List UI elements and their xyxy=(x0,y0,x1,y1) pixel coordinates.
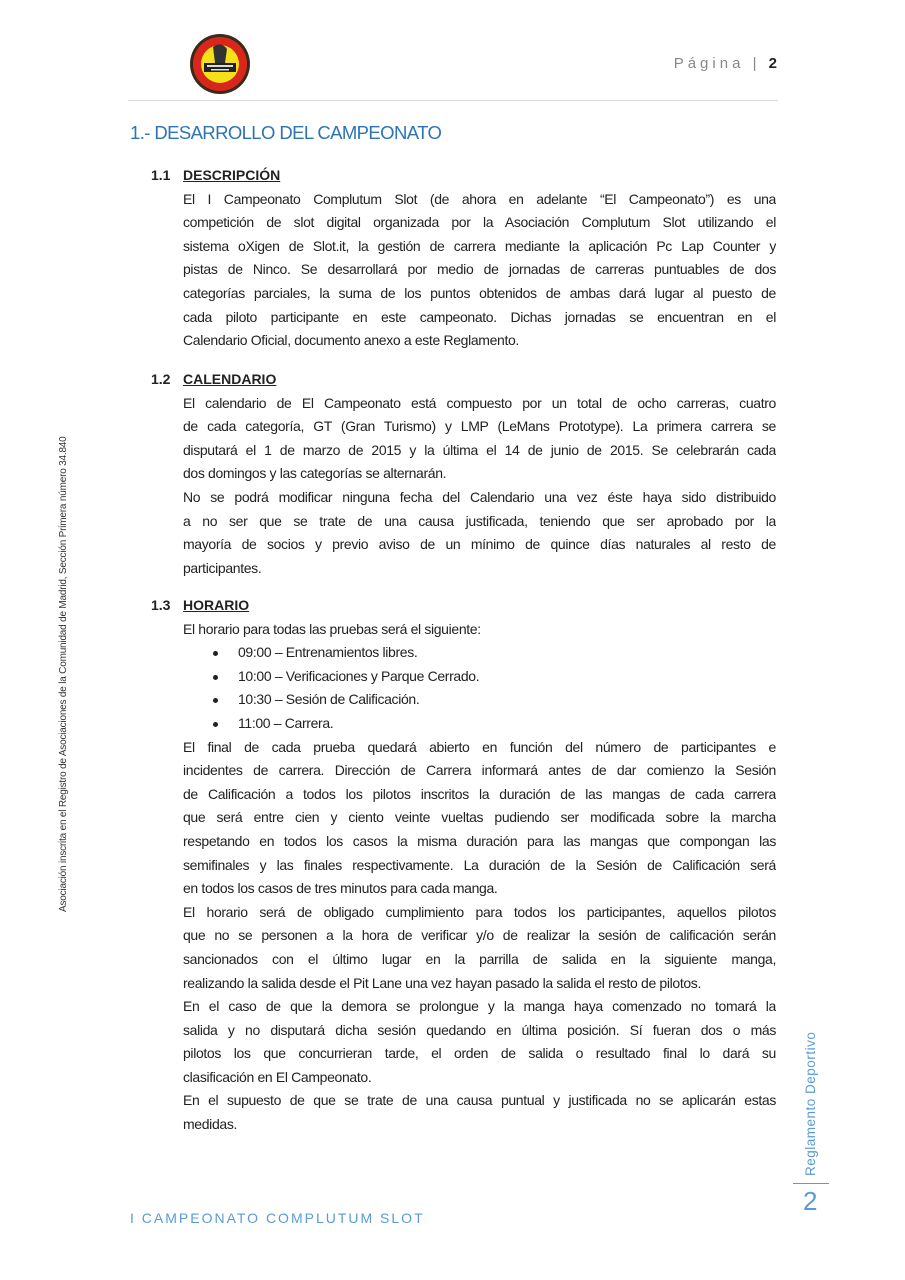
intro-text: El horario para todas las pruebas será el siguiente: xyxy=(183,620,481,637)
text-line: que no se personen a la hora de verificar y/o de realizar la sesión de calificación serán xyxy=(183,927,776,944)
text-line: competición de slot digital organizada por la Asociación Complutum Slot utilizando el xyxy=(183,214,776,231)
section-body xyxy=(183,618,776,1137)
section-horario xyxy=(151,594,776,1137)
section-title: DESCRIPCIÓN xyxy=(183,167,281,183)
text-line: de cada categoría, GT (Gran Turismo) y LMP (LeMans Prototype). La primera carrera se xyxy=(183,418,776,435)
text-line: categorías parciales, la suma de los puntos obtenidos de ambas dará lugar al puesto de xyxy=(183,284,776,301)
text-line: en todos los casos de tres minutos para cada manga. xyxy=(183,880,498,897)
text-line: sancionados con el último lugar en la parrilla de salida en la siguiente manga, xyxy=(183,950,776,967)
section-heading xyxy=(151,594,776,618)
text-line: clasificación en El Campeonato. xyxy=(183,1068,372,1085)
section-number: 1.2 xyxy=(151,371,171,387)
schedule-item: 11:00 – Carrera. xyxy=(183,712,776,736)
header-divider xyxy=(128,100,778,101)
text-line: que será entre cien y ciento veinte vueltas pudiendo ser modificada sobre la marcha xyxy=(183,809,776,826)
registry-note: Asociación inscrita en el Registro de Asociaciones de la Comunidad de Madrid, Sección Primera número 34.840 xyxy=(58,436,69,912)
section-title: CALENDARIO xyxy=(183,371,277,387)
text-line: En el supuesto de que se trate de una causa puntual y justificada no se aplicarán estas xyxy=(183,1092,776,1109)
page-label: Página | xyxy=(673,55,761,72)
text-line: dos domingos y las categorías se alternarán. xyxy=(183,465,447,482)
text-line: realizando la salida desde el Pit Lane una vez hayan pasado la salida el resto de pilotos. xyxy=(183,974,701,991)
section-number: 1.1 xyxy=(151,167,171,183)
text-line: El horario será de obligado cumplimiento para todos los participantes, aquellos pilotos xyxy=(183,903,776,920)
document-label: Reglamento Deportivo xyxy=(803,1031,818,1176)
paragraph xyxy=(183,188,776,353)
paragraph xyxy=(183,486,776,580)
section-title: HORARIO xyxy=(183,597,250,613)
text-line: respetando en todos los casos la misma duración para las mangas que compongan las xyxy=(183,832,776,849)
text-line: incidentes de carrera. Dirección de Carrera informará antes de dar comienzo la Sesión xyxy=(183,762,776,779)
text-line: El calendario de El Campeonato está compuesto por un total de ocho carreras, cuatro xyxy=(183,394,776,411)
section-descripcion xyxy=(151,164,776,353)
text-line: a no ser que se trate de una causa justificada, teniendo que ser aprobado por la xyxy=(183,512,776,529)
schedule-item: 10:30 – Sesión de Calificación. xyxy=(183,688,776,712)
paragraph xyxy=(183,901,776,995)
side-page-number: 2 xyxy=(803,1186,818,1216)
text-line: salida y no disputará dicha sesión quedando en última posición. Sí fueran dos o más xyxy=(183,1021,776,1038)
section-heading xyxy=(151,164,776,188)
text-line: mayoría de socios y previo aviso de un mínimo de quince días naturales al resto de xyxy=(183,536,776,553)
text-line: de Calificación a todos los pilotos inscritos la duración de las mangas de cada carrera xyxy=(183,785,776,802)
schedule-list xyxy=(183,641,776,735)
section-calendario xyxy=(151,368,776,580)
page-number: 2 xyxy=(768,55,777,72)
club-logo xyxy=(189,33,251,95)
text-line: No se podrá modificar ninguna fecha del Calendario una vez éste haya sido distribuido xyxy=(183,488,776,505)
schedule-item: 10:00 – Verificaciones y Parque Cerrado. xyxy=(183,665,776,689)
text-line: semifinales y las finales respectivamente. La duración de la Sesión de Calificación será xyxy=(183,856,776,873)
text-line: disputará el 1 de marzo de 2015 y la última el 14 de junio de 2015. Se celebrarán cada xyxy=(183,441,776,458)
paragraph xyxy=(183,736,776,901)
section-body xyxy=(183,188,776,353)
section-heading xyxy=(151,368,776,392)
chapter-title: 1.- DESARROLLO DEL CAMPEONATO xyxy=(130,122,442,143)
paragraph xyxy=(183,995,776,1089)
text-line: cada piloto participante en este campeonato. Dichas jornadas se encuentran en el xyxy=(183,308,776,325)
page-number-header xyxy=(674,55,777,72)
text-line: pistas de Ninco. Se desarrollará por medio de jornadas de carreras puntuables de dos xyxy=(183,261,776,278)
footer-title: I CAMPEONATO COMPLUTUM SLOT xyxy=(130,1210,425,1226)
text-line: pilotos los que concurrieran tarde, el orden de salida o resultado final lo dará su xyxy=(183,1045,776,1062)
text-line: El I Campeonato Complutum Slot (de ahora en adelante “El Campeonato”) es una xyxy=(183,190,776,207)
text-line: Calendario Oficial, documento anexo a este Reglamento. xyxy=(183,332,519,349)
section-number: 1.3 xyxy=(151,597,171,613)
side-divider xyxy=(793,1183,829,1184)
text-line: En el caso de que la demora se prolongue y la manga haya comenzado no tomará la xyxy=(183,998,776,1015)
schedule-item: 09:00 – Entrenamientos libres. xyxy=(183,641,776,665)
text-line: medidas. xyxy=(183,1116,238,1133)
paragraph xyxy=(183,1089,776,1136)
text-line: sistema oXigen de Slot.it, la gestión de carrera mediante la aplicación Pc Lap Counter y xyxy=(183,237,776,254)
text-line: El final de cada prueba quedará abierto en función del número de participantes e xyxy=(183,738,776,755)
text-line: participantes. xyxy=(183,559,262,576)
section-body xyxy=(183,392,776,581)
paragraph xyxy=(183,392,776,486)
